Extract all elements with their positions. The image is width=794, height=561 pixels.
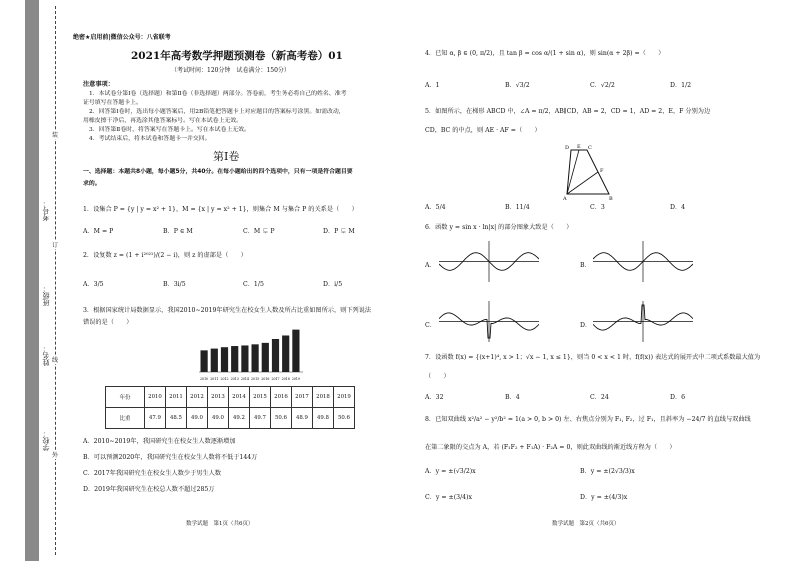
q6-option-b: B． <box>580 262 591 269</box>
q5-trapezoid-figure <box>563 142 623 202</box>
q4-option-a: A．1 <box>425 82 440 89</box>
bar <box>211 349 218 372</box>
q6-option-a: A． <box>425 262 436 269</box>
note-line: 证号填写在答题卡上。 <box>83 100 142 106</box>
label-b: B <box>609 196 613 202</box>
label-e: E <box>577 144 581 150</box>
table-cell-year: 2014 <box>229 387 250 408</box>
q4-option-d: D．1/2 <box>670 82 692 89</box>
table-header-ratio: 比重 <box>106 408 145 429</box>
q2-option-d: D．i/5 <box>323 281 343 288</box>
table-cell-year: 2012 <box>187 387 208 408</box>
tick-label: 2013 <box>230 377 239 381</box>
q3-option-b: B．可以预测2020年，我国研究生在校女生人数将不低于144万 <box>83 454 258 461</box>
q6-option-c: C． <box>425 322 436 329</box>
section-intro: 一、选择题：本题共8小题，每小题5分，共40分。在每小题给出的四个选项中，只有一项是符合题目要 <box>83 169 353 175</box>
page-footer-right: 数学试题 第2页（共6页） <box>552 521 620 527</box>
q6-graph-d <box>593 299 693 344</box>
q1-option-c: C．M ⊊ P <box>243 228 275 235</box>
label-c: C <box>588 145 592 151</box>
page-footer-left: 数学试题 第1页（共6页） <box>186 521 254 527</box>
binding-gray-bar <box>25 0 39 561</box>
q8-stem: 8．已知双曲线 x²/a² − y²/b² = 1(a > 0, b > 0) 左、右焦点分别为 F₁, F₂，过 F₁，且斜率为 −24/7 的直线与双曲线 <box>425 416 751 423</box>
table-cell-ratio: 47.9 <box>145 408 166 429</box>
q2-option-b: B．3i/5 <box>163 281 186 288</box>
q7-option-a: A．32 <box>425 394 444 401</box>
q4-option-b: B．√3/2 <box>505 82 530 89</box>
secret-header: 绝密★启用前|微信公众号：八省联考 <box>73 34 171 41</box>
name-label: 姓名： <box>42 345 50 366</box>
q6-stem: 6．函数 y = sin x · ln|x| 的部分图象大致是（ ） <box>425 224 573 231</box>
q6-graph-c <box>439 299 539 344</box>
table-row <box>106 408 355 429</box>
q8-option-b: B．y = ±(2√3/3)x <box>580 468 635 475</box>
table-cell-year: 2016 <box>271 387 292 408</box>
tick-label: 2016 <box>261 377 270 381</box>
q6-graph-a <box>439 239 539 284</box>
table-cell-year: 2011 <box>166 387 187 408</box>
notes-title: 注意事项： <box>83 81 114 88</box>
q5-stem: 5．如图所示，在梯形 ABCD 中，∠A = π/2，AB∥CD，AB = 2，CD = 1，AD = 2，E，F 分别为边 <box>425 108 711 115</box>
q4-option-c: C．√2/2 <box>590 82 615 89</box>
q6-graph-b <box>593 239 693 284</box>
binding-mark: 订 <box>52 242 59 249</box>
tick-label: 2012 <box>220 377 229 381</box>
q8-option-c: C．y = ±(3/4)x <box>425 494 472 501</box>
q3-stem: 错误的是（ ） <box>83 319 133 326</box>
bar <box>201 350 208 372</box>
class-label: 班级： <box>42 285 50 306</box>
q8-stem: 在第二象限的交点为 A，若 (F₁F₂ + F₁A) · F₂A = 0，则此双曲线的渐近线方程为（ ） <box>425 444 676 451</box>
note-line: 用橡皮擦干净后，再选涂其他答案标号。写在本试卷上无效。 <box>83 118 243 124</box>
q5-stem: CD，BC 的中点，则 AE · AF =（ ） <box>425 127 541 134</box>
bar <box>292 330 299 372</box>
bar <box>272 339 279 372</box>
tick-label: 2011 <box>210 377 219 381</box>
tick-label: 2017 <box>271 377 280 381</box>
label-d: D <box>565 145 570 151</box>
binding-dashed-line <box>55 6 56 555</box>
q5-option-a: A．5/4 <box>425 204 446 211</box>
q6-option-d: D． <box>580 322 592 329</box>
q3-option-d: D．2019年我国研究生在校总人数不超过285万 <box>83 486 215 493</box>
q7-option-d: D．6 <box>670 394 686 401</box>
q1-option-a: A．M = P <box>83 228 114 235</box>
table-cell-year: 2015 <box>250 387 271 408</box>
note-line: 3．回答第Ⅱ卷时，将答案写在答题卡上。写在本试卷上无效。 <box>89 127 250 133</box>
note-line: 1．本试卷分第Ⅰ卷（选择题）和第Ⅱ卷（非选择题）两部分。答卷前，考生务必将自己的姓名、准考 <box>89 91 347 97</box>
table-cell-ratio: 48.9 <box>292 408 313 429</box>
table-cell-year: 2018 <box>313 387 334 408</box>
q8-option-a: A．y = ±(√3/2)x <box>425 468 476 475</box>
tick-label: 2015 <box>251 377 260 381</box>
binding-strip <box>25 0 69 561</box>
label-a: A <box>563 196 567 202</box>
q5-option-c: C．3 <box>590 204 605 211</box>
section-intro: 求的。 <box>83 181 101 187</box>
q1-option-d: D．P ⊊ M <box>323 228 355 235</box>
q4-stem: 4．已知 α, β ∈ (0, π/2)，且 tan β = cos α/(1 + sin α)，则 sin(α + 2β) =（ ） <box>425 50 665 57</box>
bar <box>282 335 289 372</box>
table-cell-ratio: 48.5 <box>166 408 187 429</box>
q3-option-c: C．2017年我国研究生在校女生人数少于男生人数 <box>83 470 222 477</box>
table-cell-year: 2010 <box>145 387 166 408</box>
q7-stem: 7．设函数 f(x) = {(x+1)⁴, x > 1；√x − 1, x ≤ 1}，则当 0 < x < 1 时，f(f(x)) 表达式的展开式中二项式系数最大值为 <box>425 354 761 361</box>
table-cell-ratio: 49.0 <box>208 408 229 429</box>
table-cell-year: 2019 <box>334 387 355 408</box>
exam-title: 2021年高考数学押题预测卷（新高考卷）01 <box>131 50 343 62</box>
bar <box>241 345 248 372</box>
table-cell-ratio: 49.2 <box>229 408 250 429</box>
tick-label: 2019 <box>291 377 300 381</box>
table-cell-ratio: 49.8 <box>313 408 334 429</box>
q2-stem: 2．设复数 z = (1 + i²⁰²¹)/(2 − i)，则 z 的虚部是（ ） <box>83 252 247 259</box>
table-cell-ratio: 49.7 <box>250 408 271 429</box>
tick-label: 2014 <box>240 377 249 381</box>
table-header-year: 年份 <box>106 387 145 408</box>
q1-option-b: B．P ∈ M <box>163 228 193 235</box>
q3-bar-chart <box>195 324 305 382</box>
q3-stem: 3．根据国家统计局数据显示，我国2010~2019年研究生在校女生人数及所占比重如图所示，则下列说法 <box>83 307 372 314</box>
q8-option-d: D．y = ±(4/3)x <box>580 494 628 501</box>
label-f: F <box>600 168 604 174</box>
q5-option-b: B．11/4 <box>505 204 530 211</box>
table-row <box>106 387 355 408</box>
tick-label: 2018 <box>281 377 290 381</box>
q5-option-d: D．4 <box>670 204 686 211</box>
section-heading: 第Ⅰ卷 <box>213 150 240 163</box>
q3-option-a: A．2010~2019年，我国研究生在校女生人数逐渐增加 <box>83 438 236 445</box>
note-line: 2．回答第Ⅰ卷时，选出每小题答案后，用2B铅笔把答题卡上对应题目的答案标号涂黑。如需改动， <box>89 109 345 115</box>
table-cell-ratio: 50.6 <box>334 408 355 429</box>
school-label: 学校： <box>42 430 50 451</box>
q1-stem: 1．设集合 P = {y | y = x² + 1}，M = {x | y = x² + 1}，则集合 M 与集合 P 的关系是（ ） <box>83 206 358 213</box>
exam-number-label: 考号： <box>42 200 50 221</box>
q3-ratio-table <box>105 386 355 429</box>
bar <box>262 343 269 372</box>
table-cell-ratio: 50.6 <box>271 408 292 429</box>
q7-stem: （ ） <box>425 373 450 380</box>
bar <box>252 344 259 372</box>
bar <box>221 347 228 372</box>
bar <box>231 346 238 372</box>
q7-option-c: C．24 <box>590 394 609 401</box>
q2-option-c: C．1/5 <box>243 281 264 288</box>
exam-time: （考试时间：120分钟 试卷满分：150分） <box>171 67 290 74</box>
q2-option-a: A．3/5 <box>83 281 104 288</box>
note-line: 4．考试结束后，将本试卷和答题卡一并交回。 <box>89 136 211 142</box>
binding-mark: 外 <box>52 452 59 459</box>
binding-mark: 装 <box>52 132 59 139</box>
q7-option-b: B．4 <box>505 394 520 401</box>
binding-mark: 线 <box>52 357 59 364</box>
table-cell-year: 2017 <box>292 387 313 408</box>
table-cell-year: 2013 <box>208 387 229 408</box>
tick-label: 2010 <box>200 377 209 381</box>
table-cell-ratio: 49.0 <box>187 408 208 429</box>
